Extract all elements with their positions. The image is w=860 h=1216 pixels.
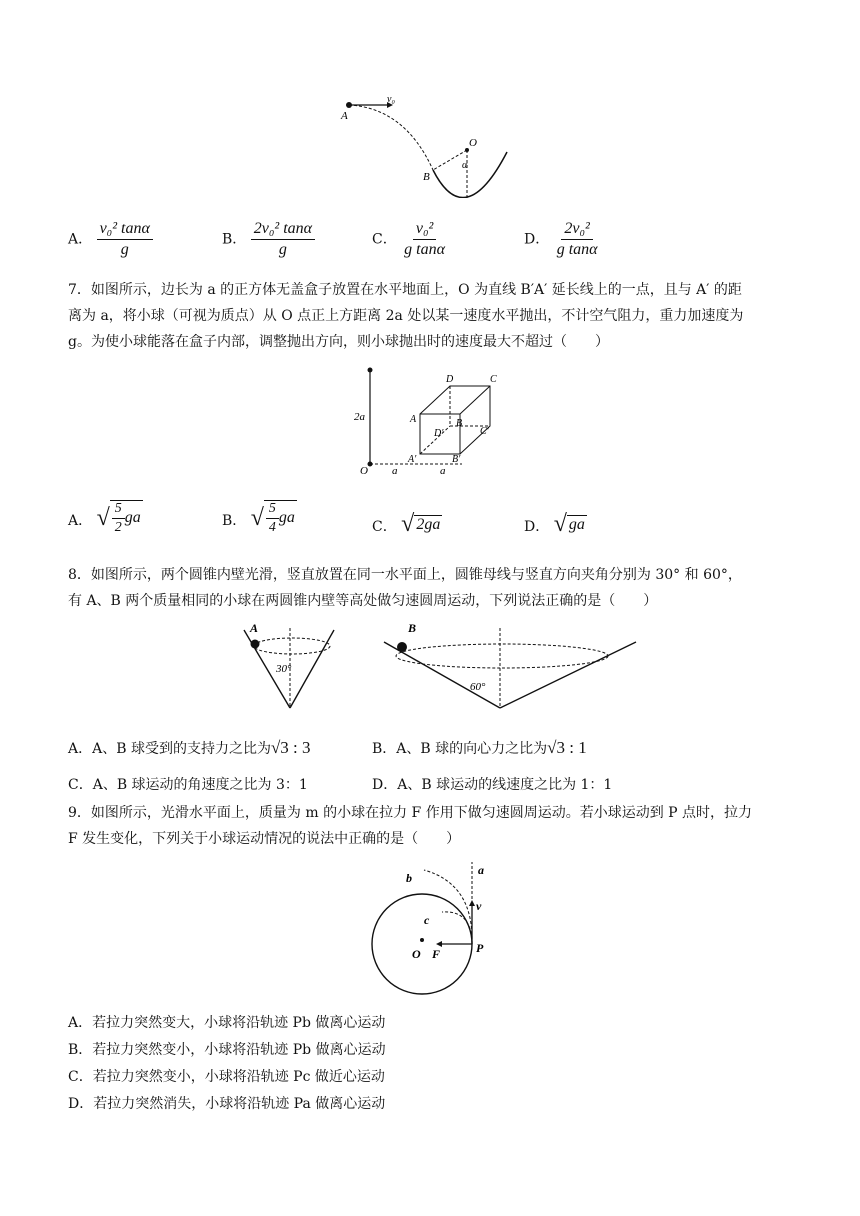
q9-option-c[interactable]: C．若拉力突然变小，小球将沿轨迹 Pc 做近心运动 <box>68 1069 385 1085</box>
ball-b-label: B <box>408 621 417 635</box>
point-o-label: O <box>469 137 477 149</box>
center-o-label: O <box>412 947 421 961</box>
q7-figure <box>352 362 512 480</box>
q7-stem-line: g。为使小球能落在盒子内部，调整抛出方向，则小球抛出时的速度最大不超过（ ） <box>68 334 609 350</box>
force-f-label: F <box>432 947 441 961</box>
point-a-label: A <box>341 110 348 122</box>
q7-option-b[interactable]: B． √ $\frac{5}{4}$ ga <box>222 501 295 535</box>
q7-option-a[interactable]: A． √ $\frac{5}{2}$ ga <box>68 501 141 535</box>
q9-stem-line: 9．如图所示，光滑水平面上，质量为 m 的小球在拉力 F 作用下做匀速圆周运动。若小球运动到 P 点时，拉力 <box>68 805 753 821</box>
vertex-a1-label: A′ <box>408 454 417 465</box>
length-a-label: a <box>392 465 398 477</box>
path-b-label: b <box>406 871 412 885</box>
angle-30-label: 30° <box>276 663 292 675</box>
q9-option-b[interactable]: B．若拉力突然变小，小球将沿轨迹 Pb 做离心运动 <box>68 1042 386 1058</box>
q8-option-a[interactable]: A．A、B 球受到的支持力之比为√3 : 3 <box>68 738 311 757</box>
ball-a-label: A <box>250 621 259 635</box>
q8-figure <box>238 616 638 710</box>
q6-option-b[interactable]: B． $\frac{\text{2v₀² tanα}}{g}$ <box>222 220 315 259</box>
q6-option-c[interactable]: C． $\frac{\text{v₀²}}{\text{g tanα}}$ <box>372 220 446 258</box>
q7-stem-line: 7．如图所示，边长为 a 的正方体无盖盒子放置在水平地面上，O 为直线 B′A′ 延长线上的一点，且与 A′ 的距 <box>68 282 742 298</box>
q6-option-a[interactable]: A． $\frac{\text{v₀² tanα}}{g}$ <box>68 220 153 259</box>
vertex-d1-label: D′ <box>434 428 444 439</box>
vertex-d-label: D <box>446 374 454 385</box>
q7-option-d[interactable]: D． √ ga <box>524 511 585 537</box>
vertex-b1-label: B′ <box>452 454 461 465</box>
angle-60-label: 60° <box>470 681 486 693</box>
v0-label: v₀ <box>387 94 395 105</box>
vertex-c-label: C <box>490 374 497 385</box>
q9-stem-line: F 发生变化，下列关于小球运动情况的说法中正确的是（ ） <box>68 831 461 847</box>
q7-option-c[interactable]: C． √ 2ga <box>372 511 441 537</box>
q9-stem <box>68 800 800 852</box>
point-o-label: O <box>360 465 368 477</box>
vertex-b-label: B <box>456 418 463 429</box>
q9-option-d[interactable]: D．若拉力突然消失，小球将沿轨迹 Pa 做离心运动 <box>68 1096 386 1112</box>
alpha-label: α <box>462 160 468 171</box>
q6-option-d[interactable]: D． $\frac{\text{2v₀²}}{\text{g tanα}}$ <box>524 220 598 258</box>
vertex-a-label: A <box>410 414 417 425</box>
q6-figure <box>335 88 525 198</box>
length-a-label: a <box>440 465 446 477</box>
q9-figure <box>366 856 506 1004</box>
q7-stem <box>68 277 800 355</box>
height-label: 2a <box>354 411 365 423</box>
q8-option-b[interactable]: B．A、B 球的向心力之比为√3 : 1 <box>372 738 587 757</box>
q8-option-d[interactable]: D．A、B 球运动的线速度之比为 1：1 <box>372 777 613 793</box>
q7-stem-line: 离为 a，将小球（可视为质点）从 O 点正上方距离 2a 处以某一速度水平抛出，不计空气阻力，重力加速度为 <box>68 308 744 324</box>
vertex-c1-label: C′ <box>480 426 489 437</box>
point-p-label: P <box>476 941 484 955</box>
q8-option-c[interactable]: C．A、B 球运动的角速度之比为 3：1 <box>68 777 308 793</box>
q8-stem <box>68 562 800 614</box>
q8-stem-line: 有 A、B 两个质量相同的小球在两圆锥内壁等高处做匀速圆周运动，下列说法正确的是（ ） <box>68 593 658 609</box>
path-a-label: a <box>478 863 484 877</box>
point-b-label: B <box>423 171 430 183</box>
q8-stem-line: 8．如图所示，两个圆锥内壁光滑，竖直放置在同一水平面上，圆锥母线与竖直方向夹角分别为 30° 和 60°， <box>68 567 742 583</box>
path-c-label: c <box>424 913 430 927</box>
q9-option-a[interactable]: A．若拉力突然变大，小球将沿轨迹 Pb 做离心运动 <box>68 1015 386 1031</box>
velocity-v-label: v <box>476 899 482 913</box>
